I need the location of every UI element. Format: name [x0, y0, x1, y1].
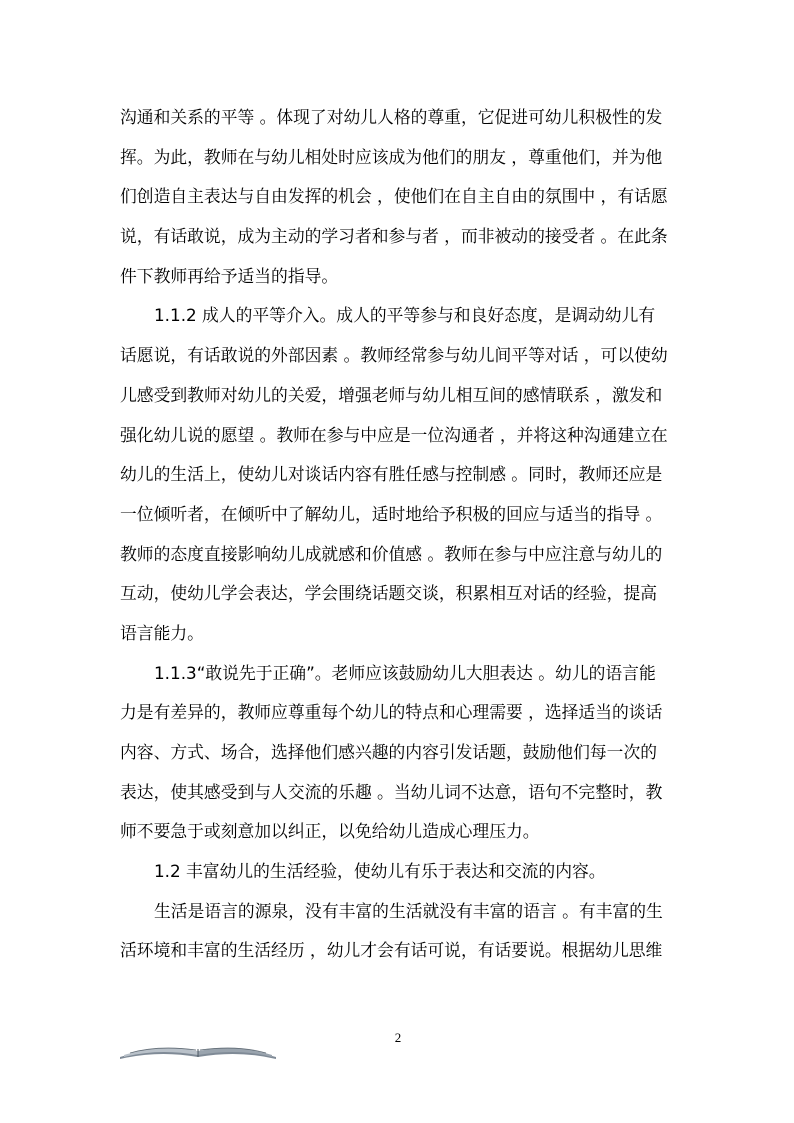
text-line: 语言能力。 [120, 622, 204, 643]
section-heading-1-1-2: 1.1.2 成人的平等介入。成人的平等参与和良好态度，是调动幼儿有 [154, 305, 656, 326]
text-line: 挥。为此，教师在与幼儿相处时应该成为他们的朋友 ，尊重他们，并为他 [120, 146, 663, 167]
text-line: 教师的态度直接影响幼儿成就感和价值感 。教师在参与中应注意与幼儿的 [120, 543, 663, 564]
text-line: 互动，使幼儿学会表达，学会围绕话题交谈，积累相互对话的经验，提高 [120, 583, 658, 604]
text-line: 儿感受到教师对幼儿的关爱，增强老师与幼儿相互间的感情联系 ，激发和 [120, 384, 663, 405]
text-line: 话愿说，有话敢说的外部因素 。教师经常参与幼儿间平等对话 ，可以使幼 [120, 345, 668, 366]
text-line: 们创造自主表达与自由发挥的机会 ，使他们在自主自由的氛围中 ，有话愿 [120, 186, 668, 207]
body-text [120, 98, 676, 971]
open-book-icon [118, 1040, 278, 1060]
text-line: 力是有差异的，教师应尊重每个幼儿的特点和心理需要 ，选择适当的谈话 [120, 702, 663, 723]
text-line: 幼儿的生活上，使幼儿对谈话内容有胜任感与控制感 。同时，教师还应是 [120, 464, 663, 485]
text-line: 一位倾听者，在倾听中了解幼儿，适时地给予积极的回应与适当的指导 。 [120, 503, 663, 524]
text-line: 强化幼儿说的愿望 。教师在参与中应是一位沟通者 ，并将这种沟通建立在 [120, 424, 668, 445]
text-line: 沟通和关系的平等 。体现了对幼儿人格的尊重，它促进可幼儿积极性的发 [120, 107, 663, 127]
text-line: 表达，使其感受到与人交流的乐趣 。当幼儿词不达意，语句不完整时，教 [120, 781, 663, 802]
section-heading-1-1-3: 1.1.3“敢说先于正确”。老师应该鼓励幼儿大胆表达 。幼儿的语言能 [154, 662, 656, 683]
text-line: 生活是语言的源泉，没有丰富的生活就没有丰富的语言 。有丰富的生 [154, 900, 663, 921]
text-line: 师不要急于或刻意加以纠正，以免给幼儿造成心理压力。 [120, 821, 540, 842]
text-line: 说，有话敢说，成为主动的学习者和参与者 ，而非被动的接受者 。在此条 [120, 226, 668, 247]
text-line: 件下教师再给予适当的指导。 [120, 265, 339, 286]
text-line: 内容、方式、场合，选择他们感兴趣的内容引发话题，鼓励他们每一次的 [120, 742, 658, 762]
text-line: 活环境和丰富的生活经历 ，幼儿才会有话可说，有话要说。根据幼儿思维 [120, 940, 663, 961]
page-number: 2 [394, 1030, 402, 1045]
section-heading-1-2: 1.2 丰富幼儿的生活经验，使幼儿有乐于表达和交流的内容。 [154, 861, 606, 882]
